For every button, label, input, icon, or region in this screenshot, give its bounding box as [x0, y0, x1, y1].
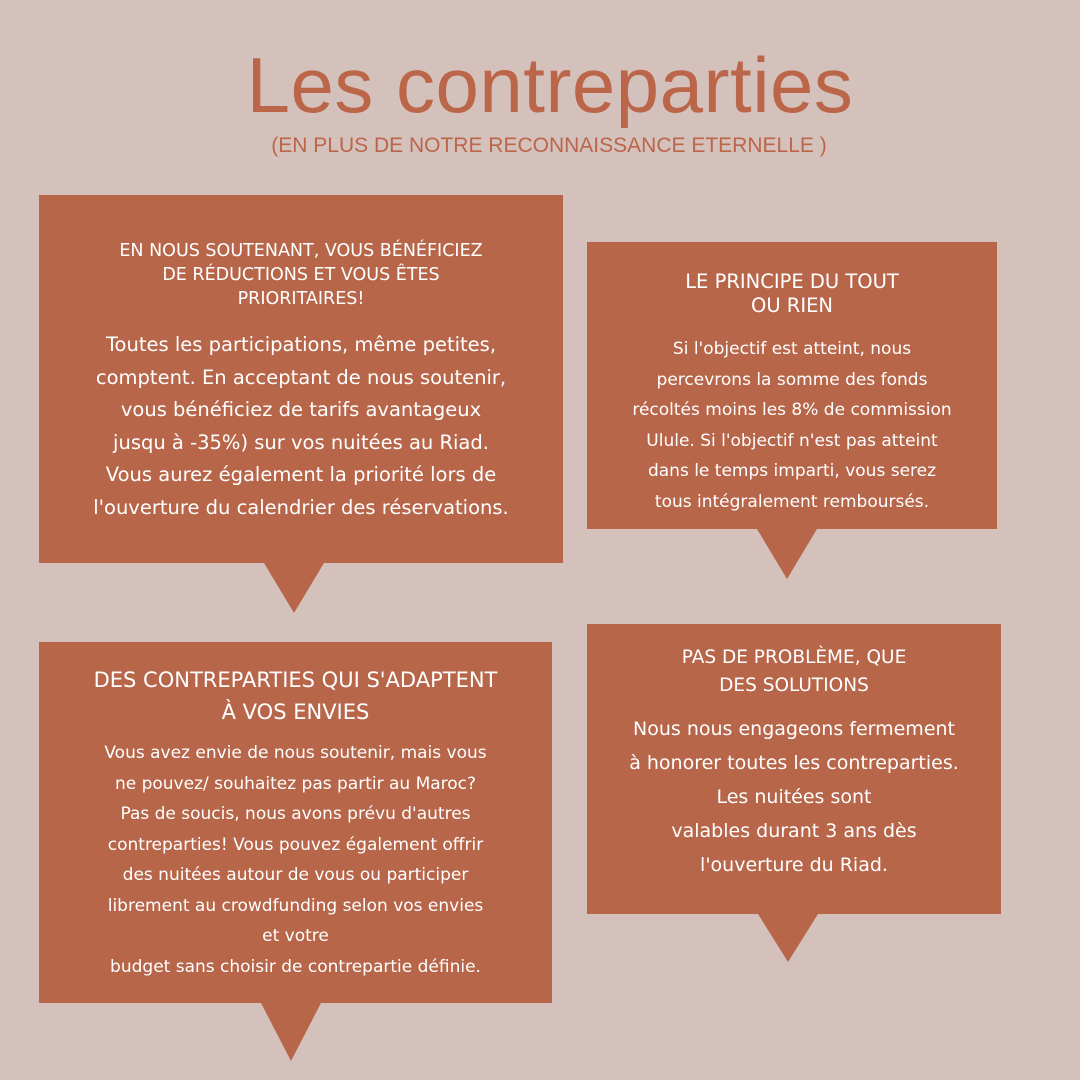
- heading-line: LE PRINCIPE DU TOUT: [685, 270, 899, 293]
- body-line: Vous aurez également la priorité lors de: [105, 463, 497, 486]
- discount-priority-bubble: [39, 195, 563, 563]
- body-line: Les nuitées sont: [716, 786, 872, 808]
- heading-line: OU RIEN: [750, 294, 834, 317]
- body-line: Vous avez envie de nous soutenir, mais vous: [104, 743, 487, 763]
- body-line: Nous nous engageons fermement: [633, 718, 955, 740]
- heading-line: PAS DE PROBLÈME, QUE: [681, 647, 907, 668]
- page-subtitle: (EN PLUS DE NOTRE RECONNAISSANCE ETERNELLE ): [271, 134, 827, 157]
- bubble-heading: [587, 644, 1001, 700]
- all-or-nothing-bubble: [587, 242, 997, 529]
- bubble-body: [39, 329, 563, 524]
- body-line: librement au crowdfunding selon vos envies: [107, 895, 484, 916]
- bubble-heading: [39, 664, 552, 728]
- heading-line: DES CONTREPARTIES QUI S'ADAPTENT: [93, 668, 498, 692]
- bubble-body: [39, 738, 552, 982]
- bubble-body: [587, 712, 1001, 882]
- body-line: l'ouverture du calendrier des réservations.: [93, 495, 509, 519]
- bubble-heading: [587, 270, 997, 318]
- body-line: des nuitées autour de vous ou participer: [122, 865, 469, 885]
- heading-line: DES SOLUTIONS: [719, 675, 869, 696]
- speech-bubble-tail: [264, 563, 324, 613]
- body-line: valables durant 3 ans dès: [671, 820, 917, 842]
- body-line: Si l'objectif est atteint, nous: [672, 339, 912, 359]
- body-line: ne pouvez/ souhaitez pas partir au Maroc?: [114, 773, 477, 794]
- body-line: et votre: [262, 926, 329, 946]
- page-title: Les contreparties: [246, 41, 854, 129]
- body-line: l'ouverture du Riad.: [700, 854, 888, 876]
- body-line: récoltés moins les 8% de commission: [632, 400, 952, 420]
- heading-line: DE RÉDUCTIONS ET VOUS ÊTES: [162, 265, 440, 285]
- body-line: tous intégralement remboursés.: [654, 491, 930, 512]
- heading-line: EN NOUS SOUTENANT, VOUS BÉNÉFICIEZ: [119, 241, 483, 261]
- body-line: percevrons la somme des fonds: [656, 369, 928, 390]
- heading-line: PRIORITAIRES!: [237, 289, 365, 309]
- solutions-bubble: [587, 624, 1001, 914]
- body-line: dans le temps imparti, vous serez: [647, 461, 937, 481]
- speech-bubble-tail: [261, 1003, 321, 1061]
- body-line: vous bénéficiez de tarifs avantageux: [120, 398, 482, 421]
- bubble-body: [587, 334, 997, 517]
- body-line: Ulule. Si l'objectif n'est pas atteint: [646, 430, 938, 451]
- heading-line: À VOS ENVIES: [221, 700, 370, 724]
- body-line: comptent. En acceptant de nous soutenir,: [95, 365, 507, 389]
- speech-bubble-tail: [758, 914, 818, 962]
- body-line: contreparties! Vous pouvez également offrir: [107, 834, 484, 855]
- speech-bubble-tail: [757, 529, 817, 579]
- body-line: Pas de soucis, nous avons prévu d'autres: [120, 804, 471, 824]
- body-line: jusqu à -35%) sur vos nuitées au Riad.: [113, 430, 489, 454]
- bubble-heading: [39, 239, 563, 311]
- adaptive-rewards-bubble: [39, 642, 552, 1003]
- body-line: à honorer toutes les contreparties.: [629, 752, 959, 774]
- body-line: budget sans choisir de contrepartie définie.: [110, 956, 481, 977]
- body-line: Toutes les participations, même petites,: [105, 333, 497, 356]
